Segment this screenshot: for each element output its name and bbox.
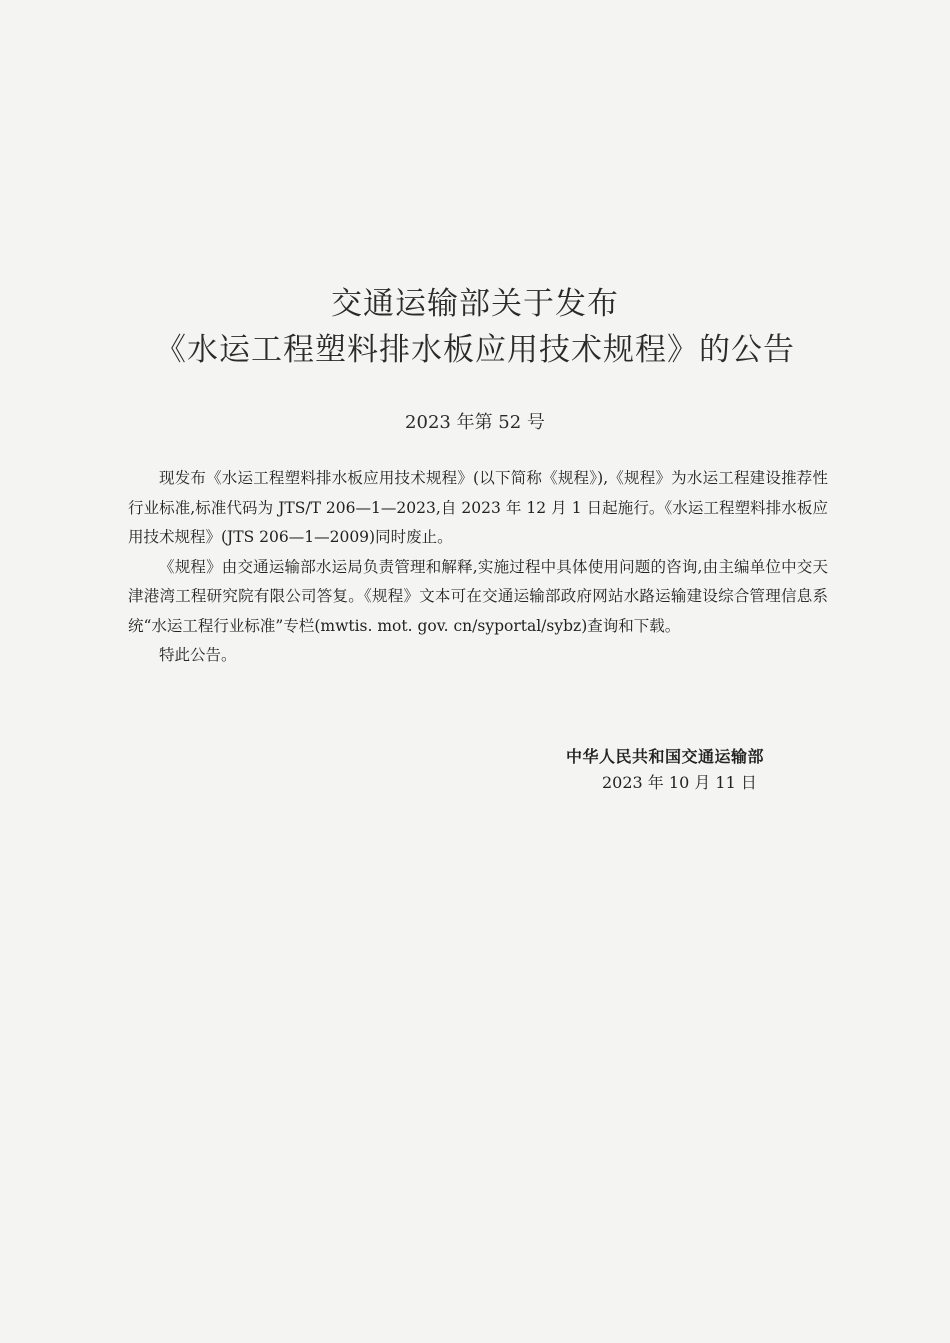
issuing-organization: 中华人民共和国交通运输部 bbox=[566, 747, 765, 766]
paragraph-publication: 现发布《水运工程塑料排水板应用技术规程》(以下简称《规程》),《规程》为水运工程建设推荐性行业标准,标准代码为 JTS/T 206—1—2023,自 2023 年 12 月 1 日起施行。《水运工程塑料排水板应用技术规程》(JTS 206—1—2009)同时废止。 bbox=[128, 469, 828, 546]
issue-date: 2023 年 10 月 11 日 bbox=[602, 773, 757, 792]
announcement-body bbox=[128, 464, 828, 671]
paragraph-closing: 特此公告。 bbox=[159, 646, 237, 664]
title-line-1: 交通运输部关于发布 bbox=[331, 286, 619, 322]
document-number: 2023 年第 52 号 bbox=[405, 412, 545, 433]
title-line-2: 《水运工程塑料排水板应用技术规程》的公告 bbox=[155, 332, 795, 368]
paragraph-management: 《规程》由交通运输部水运局负责管理和解释,实施过程中具体使用问题的咨询,由主编单位中交天津港湾工程研究院有限公司答复。《规程》文本可在交通运输部政府网站水路运输建设综合管理信息系统“水运工程行业标准”专栏(mwtis. mot. gov. cn/syportal/sybz)查询和下载。 bbox=[128, 557, 828, 635]
